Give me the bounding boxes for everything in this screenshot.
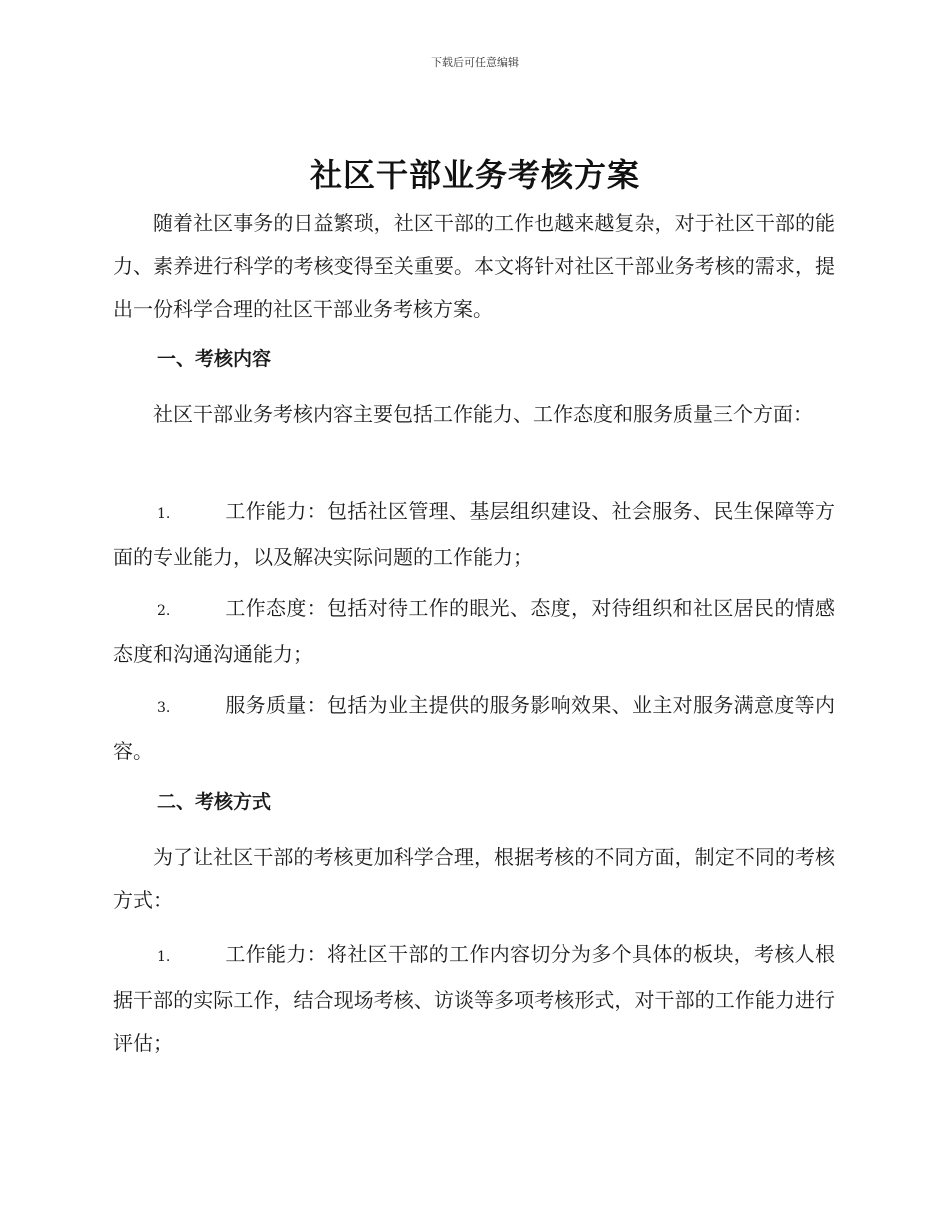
list-item-number: 3.	[157, 700, 171, 716]
list-item-text: 工作态度：包括对待工作的眼光、态度，对待组织和社区居民的情感态度和沟通沟通能力；	[113, 596, 835, 666]
list-item	[113, 587, 835, 676]
list-item-text: 工作能力：包括社区管理、基层组织建设、社会服务、民生保障等方面的专业能力，以及解决实际问题的工作能力；	[113, 499, 835, 569]
list-item-text: 工作能力：将社区干部的工作内容切分为多个具体的板块，考核人根据干部的实际工作，结合现场考核、访谈等多项考核形式，对干部的工作能力进行评估；	[113, 942, 835, 1055]
document-title: 社区干部业务考核方案	[309, 156, 640, 194]
section-2-heading-block	[113, 781, 835, 824]
list-item-number: 2.	[157, 603, 171, 619]
section-2-item-1	[113, 933, 835, 1065]
section-1-item-1	[113, 490, 835, 579]
section-1-heading-block	[113, 338, 835, 381]
list-item-text: 服务质量：包括为业主提供的服务影响效果、业主对服务满意度等内容。	[113, 693, 835, 763]
intro-paragraph: 随着社区事务的日益繁琐，社区干部的工作也越来越复杂，对于社区干部的能力、素养进行科学的考核变得至关重要。本文将针对社区干部业务考核的需求，提出一份科学合理的社区干部业务考核方案。	[113, 211, 835, 321]
list-item-number: 1.	[157, 506, 171, 522]
section-2-intro-block	[113, 836, 835, 922]
section-heading: 一、考核内容	[157, 348, 272, 370]
list-item	[113, 684, 835, 773]
list-item-number: 1.	[157, 949, 171, 965]
section-1-item-2	[113, 587, 835, 676]
section-1-intro-block	[113, 393, 835, 436]
section-intro: 社区干部业务考核内容主要包括工作能力、工作态度和服务质量三个方面：	[153, 402, 813, 426]
document-body	[113, 202, 835, 331]
section-1-item-3	[113, 684, 835, 773]
list-item	[113, 933, 835, 1065]
section-intro: 为了让社区干部的考核更加科学合理，根据考核的不同方面，制定不同的考核方式：	[113, 845, 835, 912]
section-heading: 二、考核方式	[157, 791, 272, 813]
page-header: 下载后可任意编辑	[431, 56, 519, 69]
list-item	[113, 490, 835, 579]
